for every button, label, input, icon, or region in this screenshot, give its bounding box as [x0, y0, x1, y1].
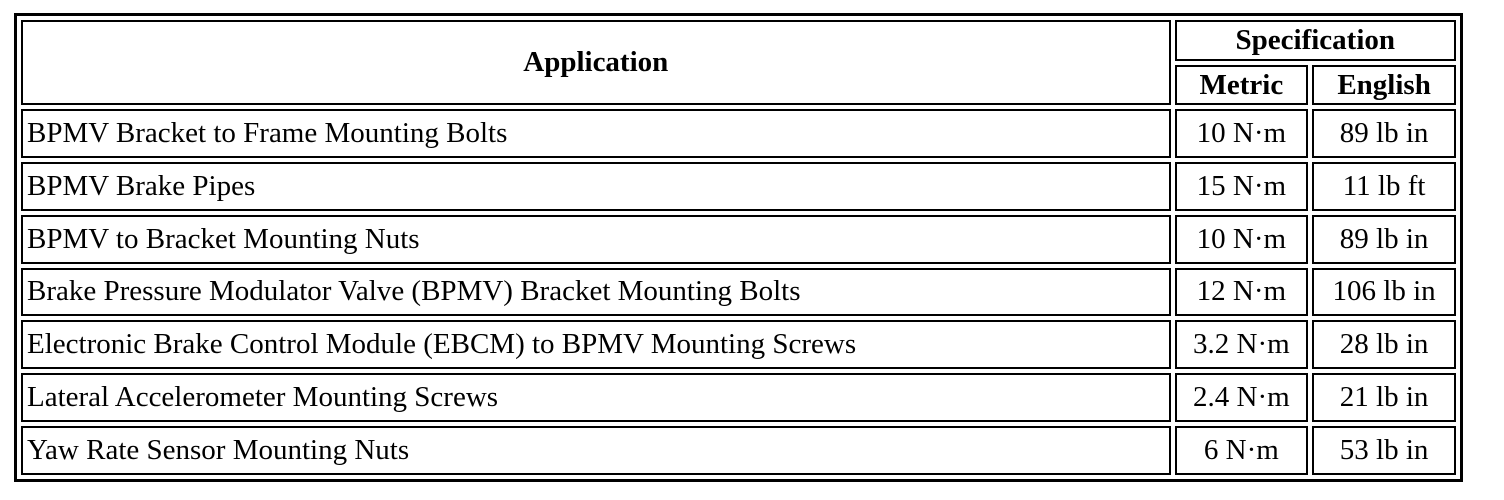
- application-cell: Brake Pressure Modulator Valve (BPMV) Bracket Mounting Bolts: [21, 268, 1171, 317]
- metric-header: Metric: [1175, 65, 1309, 105]
- metric-cell: 15 N·m: [1175, 162, 1309, 211]
- english-cell: 89 lb in: [1312, 215, 1456, 264]
- metric-cell: 10 N·m: [1175, 109, 1309, 158]
- application-cell: BPMV to Bracket Mounting Nuts: [21, 215, 1171, 264]
- header-row-top: [21, 20, 1456, 61]
- table-row: [21, 109, 1456, 158]
- application-cell: BPMV Bracket to Frame Mounting Bolts: [21, 109, 1171, 158]
- metric-cell: 10 N·m: [1175, 215, 1309, 264]
- english-cell: 21 lb in: [1312, 373, 1456, 422]
- table-row: [21, 162, 1456, 211]
- application-cell: BPMV Brake Pipes: [21, 162, 1171, 211]
- specification-header: Specification: [1175, 20, 1456, 61]
- table-row: [21, 215, 1456, 264]
- table-row: [21, 268, 1456, 317]
- english-cell: 11 lb ft: [1312, 162, 1456, 211]
- fastener-torque-table: [14, 13, 1463, 482]
- application-cell: Yaw Rate Sensor Mounting Nuts: [21, 426, 1171, 475]
- table-row: [21, 426, 1456, 475]
- application-cell: Lateral Accelerometer Mounting Screws: [21, 373, 1171, 422]
- metric-cell: 2.4 N·m: [1175, 373, 1309, 422]
- metric-cell: 6 N·m: [1175, 426, 1309, 475]
- table-row: [21, 320, 1456, 369]
- english-cell: 89 lb in: [1312, 109, 1456, 158]
- application-cell: Electronic Brake Control Module (EBCM) to BPMV Mounting Screws: [21, 320, 1171, 369]
- english-header: English: [1312, 65, 1456, 105]
- metric-cell: 12 N·m: [1175, 268, 1309, 317]
- english-cell: 28 lb in: [1312, 320, 1456, 369]
- metric-cell: 3.2 N·m: [1175, 320, 1309, 369]
- application-header: Application: [21, 20, 1171, 105]
- table-row: [21, 373, 1456, 422]
- english-cell: 53 lb in: [1312, 426, 1456, 475]
- english-cell: 106 lb in: [1312, 268, 1456, 317]
